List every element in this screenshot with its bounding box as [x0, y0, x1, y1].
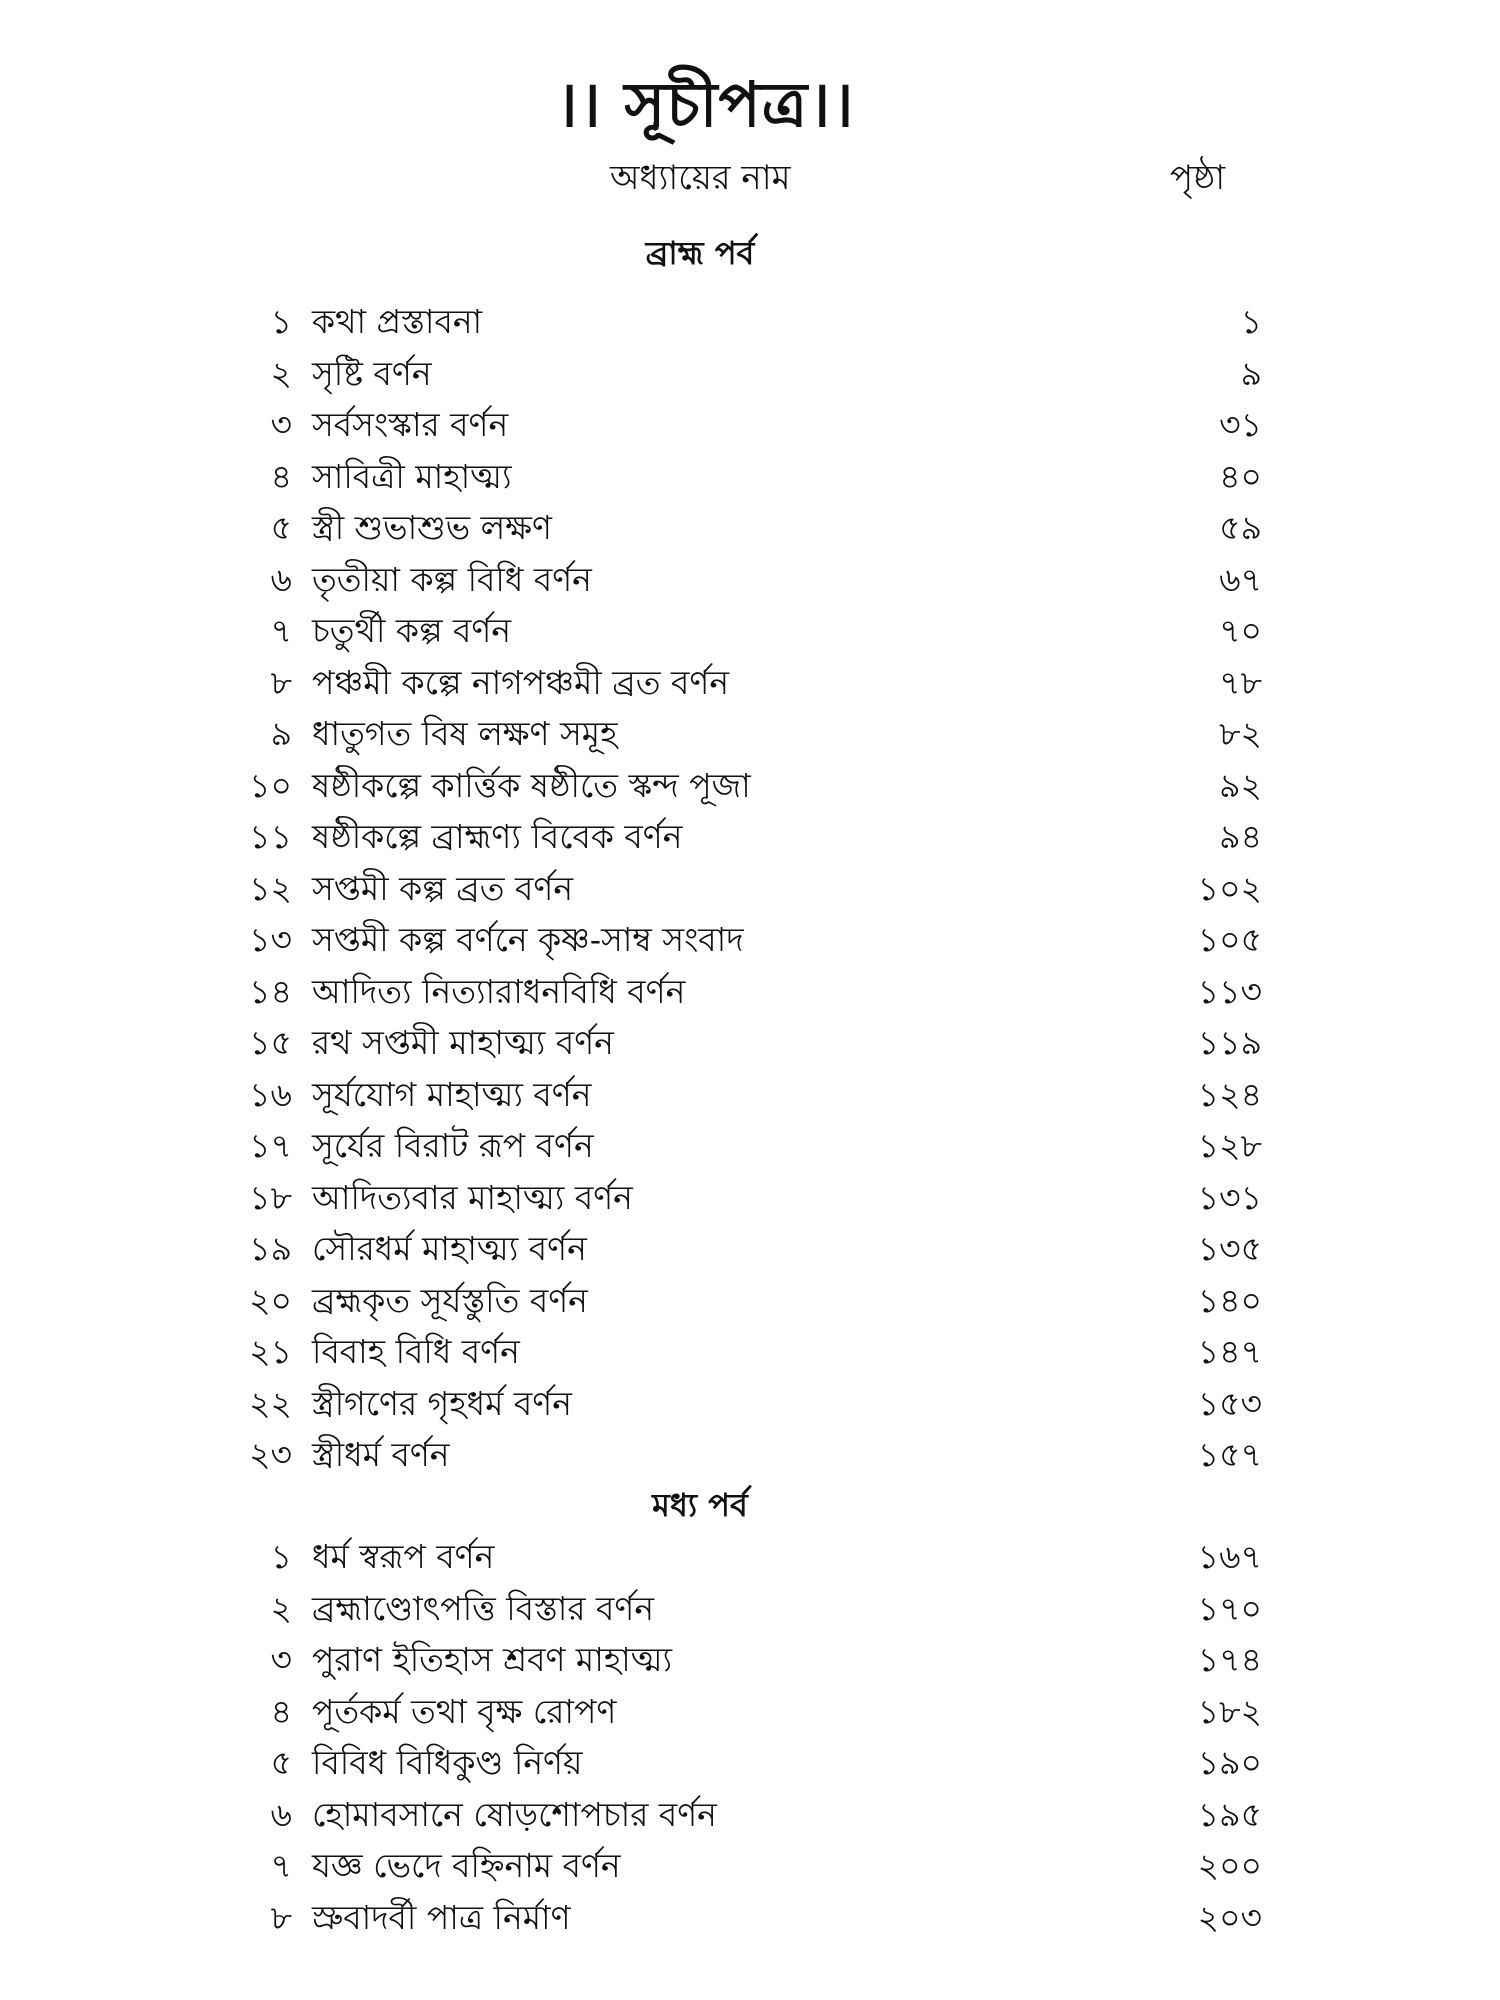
- entry-page: ৮২: [1219, 714, 1262, 753]
- toc-entry: [0, 1789, 1500, 1841]
- entry-name: ব্রহ্মাণ্ডোৎপত্তি বিস্তার বর্ণন: [312, 1588, 655, 1628]
- entry-name: রথ সপ্তমী মাহাত্ম্য বর্ণন: [312, 1023, 614, 1062]
- entry-page: ১২৮: [1197, 1126, 1262, 1165]
- entry-name: কথা প্রস্তাবনা: [312, 302, 483, 341]
- entry-page: ২০০: [1197, 1846, 1262, 1885]
- entry-page: ১৫৭: [1197, 1435, 1262, 1474]
- toc-entry: [0, 296, 1500, 348]
- entry-page: ১০৫: [1197, 920, 1262, 959]
- entry-number: ৪: [270, 456, 292, 496]
- entry-name: পঞ্চমী কল্পে নাগপঞ্চমী ব্রত বর্ণন: [312, 662, 730, 702]
- entry-name: সপ্তমী কল্প বর্ণনে কৃষ্ণ-সাম্ব সংবাদ: [312, 920, 744, 959]
- entry-page: ৪০: [1219, 456, 1262, 496]
- toc-entry: [0, 1892, 1500, 1944]
- entry-number: ৭: [270, 611, 292, 650]
- entry-number: ৬: [270, 1794, 292, 1834]
- entry-number: ১: [270, 302, 292, 341]
- entry-page: ১৭০: [1197, 1588, 1262, 1628]
- toc-entry: [0, 1737, 1500, 1789]
- entry-number: ১৯: [249, 1229, 292, 1268]
- entry-page: ১৫৩: [1197, 1383, 1262, 1423]
- toc-entry: [0, 1634, 1500, 1686]
- entry-number: ৪: [270, 1691, 292, 1731]
- toc-entry: [0, 1172, 1500, 1224]
- toc-entry: [0, 1686, 1500, 1738]
- entry-number: ১৩: [249, 920, 292, 959]
- entry-name: পূর্তকর্ম তথা বৃক্ষ রোপণ: [312, 1691, 617, 1731]
- toc-entry: [0, 1326, 1500, 1378]
- entry-number: ১২: [249, 868, 292, 908]
- toc-entry: [0, 502, 1500, 554]
- entry-page: ৯৪: [1219, 817, 1262, 856]
- toc-entry: [0, 1017, 1500, 1069]
- entry-name: পুরাণ ইতিহাস শ্রবণ মাহাত্ম্য: [312, 1640, 673, 1679]
- entry-number: ২: [270, 353, 292, 393]
- entry-number: ১৫: [249, 1023, 292, 1062]
- entry-number: ১৬: [249, 1074, 292, 1114]
- section-title-brahma-parva: ব্রাহ্ম পর্ব: [645, 234, 755, 272]
- entry-page: ২০৩: [1197, 1897, 1262, 1937]
- toc-entry: [0, 811, 1500, 863]
- entry-page: ১০২: [1197, 868, 1262, 908]
- entry-name: বিবাহ বিধি বর্ণন: [312, 1332, 520, 1371]
- entry-name: সৃষ্টি বর্ণন: [312, 353, 432, 393]
- toc-entry: [0, 1223, 1500, 1275]
- entry-number: ১১: [249, 817, 292, 856]
- entry-name: হোমাবসানে ষোড়শোপচার বর্ণন: [312, 1794, 717, 1834]
- entry-page: ৫৯: [1219, 508, 1262, 547]
- toc-list-madhya-parva: [0, 1531, 1500, 1943]
- entry-page: ১৪০: [1197, 1280, 1262, 1320]
- entry-number: ৮: [270, 662, 292, 702]
- entry-name: তৃতীয়া কল্প বিধি বর্ণন: [312, 559, 592, 599]
- entry-page: ১২৪: [1197, 1074, 1262, 1114]
- entry-number: ৬: [270, 559, 292, 599]
- entry-name: স্ত্রী শুভাশুভ লক্ষণ: [312, 508, 552, 547]
- entry-number: ১৮: [249, 1177, 292, 1217]
- toc-entry: [0, 399, 1500, 451]
- entry-name: আদিত্যবার মাহাত্ম্য বর্ণন: [312, 1177, 633, 1217]
- entry-page: ৯২: [1219, 765, 1262, 805]
- entry-page: ১৭৪: [1197, 1640, 1262, 1679]
- entry-name: ষষ্ঠীকল্পে কার্ত্তিক ষষ্ঠীতে স্কন্দ পূজা: [312, 765, 751, 805]
- toc-entry: [0, 1275, 1500, 1327]
- entry-page: ১৪৭: [1197, 1332, 1262, 1371]
- entry-number: ৫: [270, 508, 292, 547]
- entry-name: সূর্যের বিরাট রূপ বর্ণন: [312, 1126, 594, 1165]
- toc-entry: [0, 1378, 1500, 1430]
- entry-number: ২৩: [249, 1435, 292, 1474]
- toc-entry: [0, 708, 1500, 760]
- entry-page: ১৮২: [1197, 1691, 1262, 1731]
- section-title-madhya-parva: মধ্য পর্ব: [652, 1486, 748, 1524]
- entry-number: ৫: [270, 1743, 292, 1782]
- entry-number: ১০: [249, 765, 292, 805]
- toc-entry: [0, 348, 1500, 400]
- entry-number: ২১: [249, 1332, 292, 1371]
- entry-number: ২: [270, 1588, 292, 1628]
- entry-number: ৯: [270, 714, 292, 753]
- entry-name: সপ্তমী কল্প ব্রত বর্ণন: [312, 868, 574, 908]
- entry-name: ধর্ম স্বরূপ বর্ণন: [312, 1537, 495, 1576]
- entry-page: ১১৯: [1197, 1023, 1262, 1062]
- entry-name: বিবিধ বিধিকুণ্ড নির্ণয়: [312, 1743, 583, 1782]
- entry-number: ২২: [249, 1383, 292, 1423]
- toc-entry: [0, 760, 1500, 812]
- toc-entry: [0, 1429, 1500, 1481]
- entry-name: ধাতুগত বিষ লক্ষণ সমূহ: [312, 714, 618, 753]
- entry-name: চতুর্থী কল্প বর্ণন: [312, 611, 512, 650]
- toc-entry: [0, 914, 1500, 966]
- toc-entry: [0, 1583, 1500, 1635]
- toc-entry: [0, 1840, 1500, 1892]
- entry-name: সূর্যযোগ মাহাত্ম্য বর্ণন: [312, 1074, 592, 1114]
- toc-entry: [0, 605, 1500, 657]
- entry-page: ১১৩: [1197, 971, 1262, 1011]
- toc-entry: [0, 1069, 1500, 1121]
- column-header-chapter-name: অধ্যায়ের নাম: [610, 158, 791, 198]
- toc-list-brahma-parva: [0, 296, 1500, 1481]
- entry-number: ১: [270, 1537, 292, 1576]
- toc-entry: [0, 554, 1500, 606]
- entry-page: ৭০: [1219, 611, 1262, 650]
- toc-entry: [0, 451, 1500, 503]
- entry-page: ১৯০: [1197, 1743, 1262, 1782]
- entry-name: স্ত্রীধর্ম বর্ণন: [312, 1435, 450, 1474]
- entry-name: স্ত্রীগণের গৃহধর্ম বর্ণন: [312, 1383, 572, 1423]
- entry-page: ১: [1240, 302, 1262, 341]
- entry-page: ৩১: [1219, 405, 1262, 444]
- toc-entry: [0, 1120, 1500, 1172]
- entry-page: ১৬৭: [1197, 1537, 1262, 1576]
- toc-entry: [0, 966, 1500, 1018]
- entry-name: সৌরধর্ম মাহাত্ম্য বর্ণন: [312, 1229, 587, 1268]
- entry-page: ৯: [1240, 353, 1262, 393]
- page-title: ।। সূচীপত্র।।: [555, 68, 855, 141]
- entry-number: ১৭: [249, 1126, 292, 1165]
- entry-page: ১৩৫: [1197, 1229, 1262, 1268]
- entry-number: ৮: [270, 1897, 292, 1937]
- entry-number: ১৪: [249, 971, 292, 1011]
- entry-page: ৭৮: [1219, 662, 1262, 702]
- entry-name: যজ্ঞ ভেদে বহ্নিনাম বর্ণন: [312, 1846, 621, 1885]
- entry-name: স্রুবাদর্বী পাত্র নির্মাণ: [312, 1897, 571, 1937]
- entry-name: ষষ্ঠীকল্পে ব্রাহ্মণ্য বিবেক বর্ণন: [312, 817, 683, 856]
- entry-name: সর্বসংস্কার বর্ণন: [312, 405, 509, 444]
- entry-name: ব্রহ্মকৃত সূর্যস্তুতি বর্ণন: [312, 1280, 588, 1320]
- entry-page: ১৯৫: [1197, 1794, 1262, 1834]
- entry-number: ৭: [270, 1846, 292, 1885]
- toc-entry: [0, 657, 1500, 709]
- entry-name: আদিত্য নিত্যারাধনবিধি বর্ণন: [312, 971, 686, 1011]
- entry-page: ৬৭: [1219, 559, 1262, 599]
- entry-number: ৩: [270, 405, 292, 444]
- entry-name: সাবিত্রী মাহাত্ম্য: [312, 456, 512, 496]
- entry-number: ৩: [270, 1640, 292, 1679]
- toc-entry: [0, 863, 1500, 915]
- entry-page: ১৩১: [1197, 1177, 1262, 1217]
- column-header-page: পৃষ্ঠা: [1170, 158, 1226, 198]
- entry-number: ২০: [249, 1280, 292, 1320]
- toc-entry: [0, 1531, 1500, 1583]
